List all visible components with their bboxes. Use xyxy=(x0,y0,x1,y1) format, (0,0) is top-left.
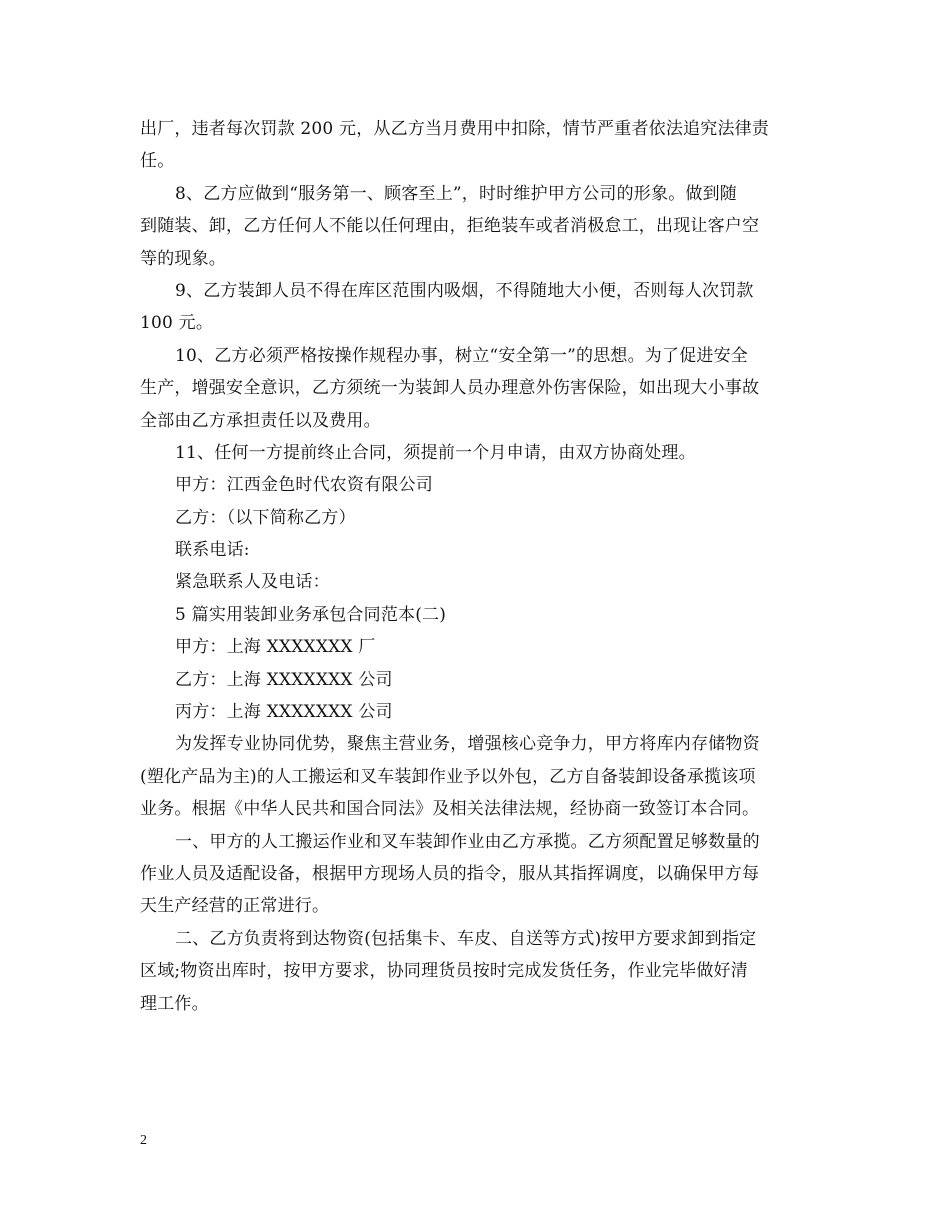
text-line: 生产，增强安全意识，乙方须统一为装卸人员办理意外伤害保险，如出现大小事故 xyxy=(140,378,760,399)
text-line: 天生产经营的正常进行。 xyxy=(140,896,330,917)
text-line: 乙方：（以下简称乙方） xyxy=(175,507,356,528)
text-line: 甲方：江西金色时代农资有限公司 xyxy=(175,475,433,496)
text-line: 100 元。 xyxy=(140,313,214,334)
text-line: 出厂，违者每次罚款 200 元，从乙方当月费用中扣除，情节严重者依法追究法律责 xyxy=(140,119,770,139)
text-line: 等的现象。 xyxy=(140,248,226,269)
text-line: 到随装、卸，乙方任何人不能以任何理由，拒绝装车或者消极怠工，出现让客户空 xyxy=(140,216,760,237)
text-line: 紧急联系人及电话： xyxy=(175,572,330,593)
document-body xyxy=(140,113,810,1020)
text-line: 全部由乙方承担责任以及费用。 xyxy=(140,410,381,431)
text-line: 一、甲方的人工搬运作业和叉车装卸作业由乙方承揽。乙方须配置足够数量的 xyxy=(175,831,760,852)
text-line: 10、乙方必须严格按操作规程办事，树立“安全第一”的思想。为了促进安全 xyxy=(175,345,749,366)
text-line: 甲方：上海 XXXXXXX 厂 xyxy=(175,637,376,658)
text-line: 理工作。 xyxy=(140,993,209,1014)
text-line: 业务。根据《中华人民共和国合同法》及相关法律法规，经协商一致签订本合同。 xyxy=(140,799,760,820)
text-line: 丙方：上海 XXXXXXX 公司 xyxy=(175,702,393,723)
text-line: 11、任何一方提前终止合同，须提前一个月申请，由双方协商处理。 xyxy=(175,442,696,463)
text-line: 5 篇实用装卸业务承包合同范本(二) xyxy=(175,604,447,625)
page-number: 2 xyxy=(140,1133,147,1148)
text-line: 8、乙方应做到“服务第一、顾客至上”，时时维护甲方公司的形象。做到随 xyxy=(175,183,737,204)
text-line: (塑化产品为主)的人工搬运和叉车装卸作业予以外包，乙方自备装卸设备承揽该项 xyxy=(140,766,756,787)
text-line: 乙方：上海 XXXXXXX 公司 xyxy=(175,669,393,690)
text-line: 作业人员及适配设备，根据甲方现场人员的指令，服从其指挥调度，以确保甲方每 xyxy=(140,863,760,884)
text-line: 任。 xyxy=(140,151,175,172)
text-line: 9、乙方装卸人员不得在库区范围内吸烟，不得随地大小便，否则每人次罚款 xyxy=(175,280,754,301)
text-line: 联系电话: xyxy=(175,540,250,561)
text-line: 为发挥专业协同优势，聚焦主营业务，增强核心竞争力，甲方将库内存储物资 xyxy=(175,734,760,755)
text-line: 区域;物资出库时，按甲方要求，协同理货员按时完成发货任务，作业完毕做好清 xyxy=(140,961,748,982)
text-line: 二、乙方负责将到达物资(包括集卡、车皮、自送等方式)按甲方要求卸到指定 xyxy=(175,928,757,949)
